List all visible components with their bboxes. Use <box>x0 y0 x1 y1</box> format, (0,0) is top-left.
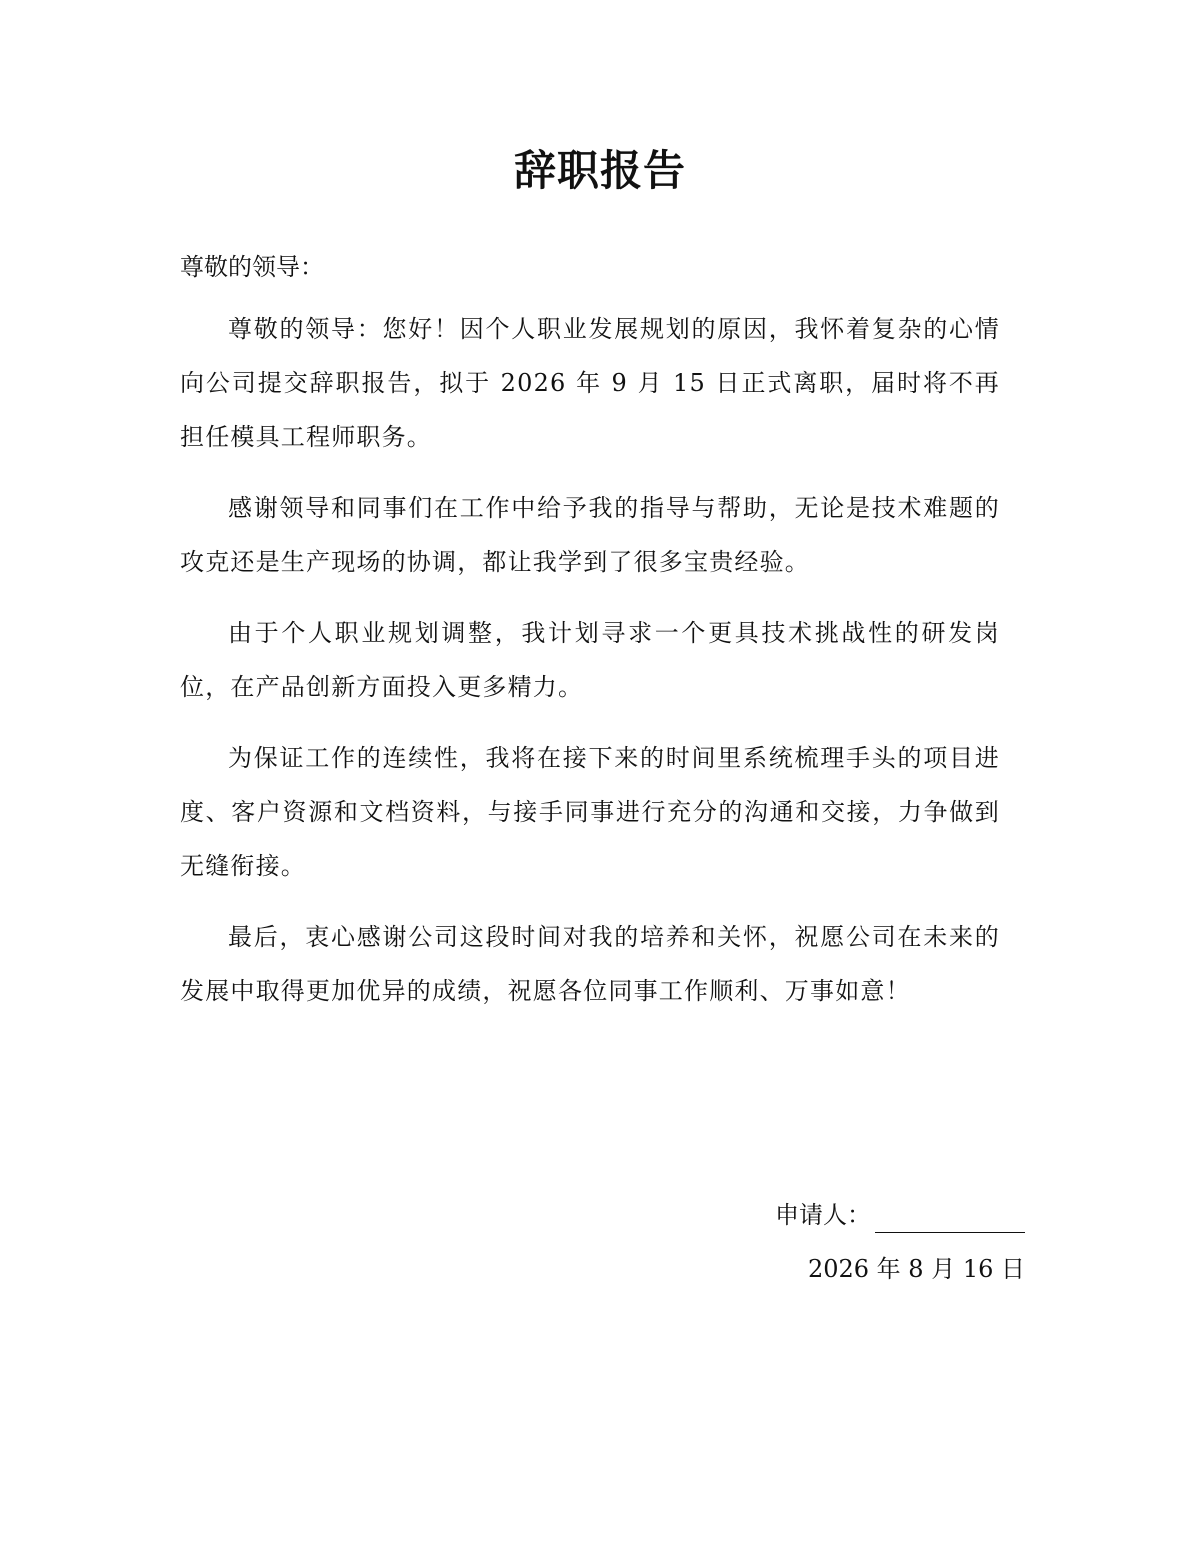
document-title: 辞职报告 <box>513 146 686 195</box>
paragraph-reason: 由于个人职业规划调整，我计划寻求一个更具技术挑战性的研发岗位，在产品创新方面投入更多精力。 <box>180 619 1000 701</box>
paragraph-thanks: 感谢领导和同事们在工作中给予我的指导与帮助，无论是技术难题的攻克还是生产现场的协调，都让我学到了很多宝贵经验。 <box>180 494 1000 576</box>
applicant-label: 申请人： <box>775 1201 871 1229</box>
paragraph-intro: 尊敬的领导：您好！因个人职业发展规划的原因，我怀着复杂的心情向公司提交辞职报告，拟于 2026 年 9 月 15 日正式离职，届时将不再担任模具工程师职务。 <box>180 315 1000 451</box>
applicant-signature-line <box>875 1200 1025 1233</box>
paragraph-handover: 为保证工作的连续性，我将在接下来的时间里系统梳理手头的项目进度、客户资源和文档资料，与接手同事进行充分的沟通和交接，力争做到无缝衔接。 <box>180 744 1000 880</box>
document-body <box>180 240 1000 1035</box>
signature-date: 2026 年 8 月 16 日 <box>807 1255 1025 1283</box>
applicant-row <box>605 1190 1025 1240</box>
signature-block <box>605 1190 1025 1294</box>
paragraph-closing: 最后，衷心感谢公司这段时间对我的培养和关怀，祝愿公司在未来的发展中取得更加优异的成绩，祝愿各位同事工作顺利、万事如意！ <box>180 923 1000 1005</box>
salutation: 尊敬的领导： <box>180 253 324 281</box>
